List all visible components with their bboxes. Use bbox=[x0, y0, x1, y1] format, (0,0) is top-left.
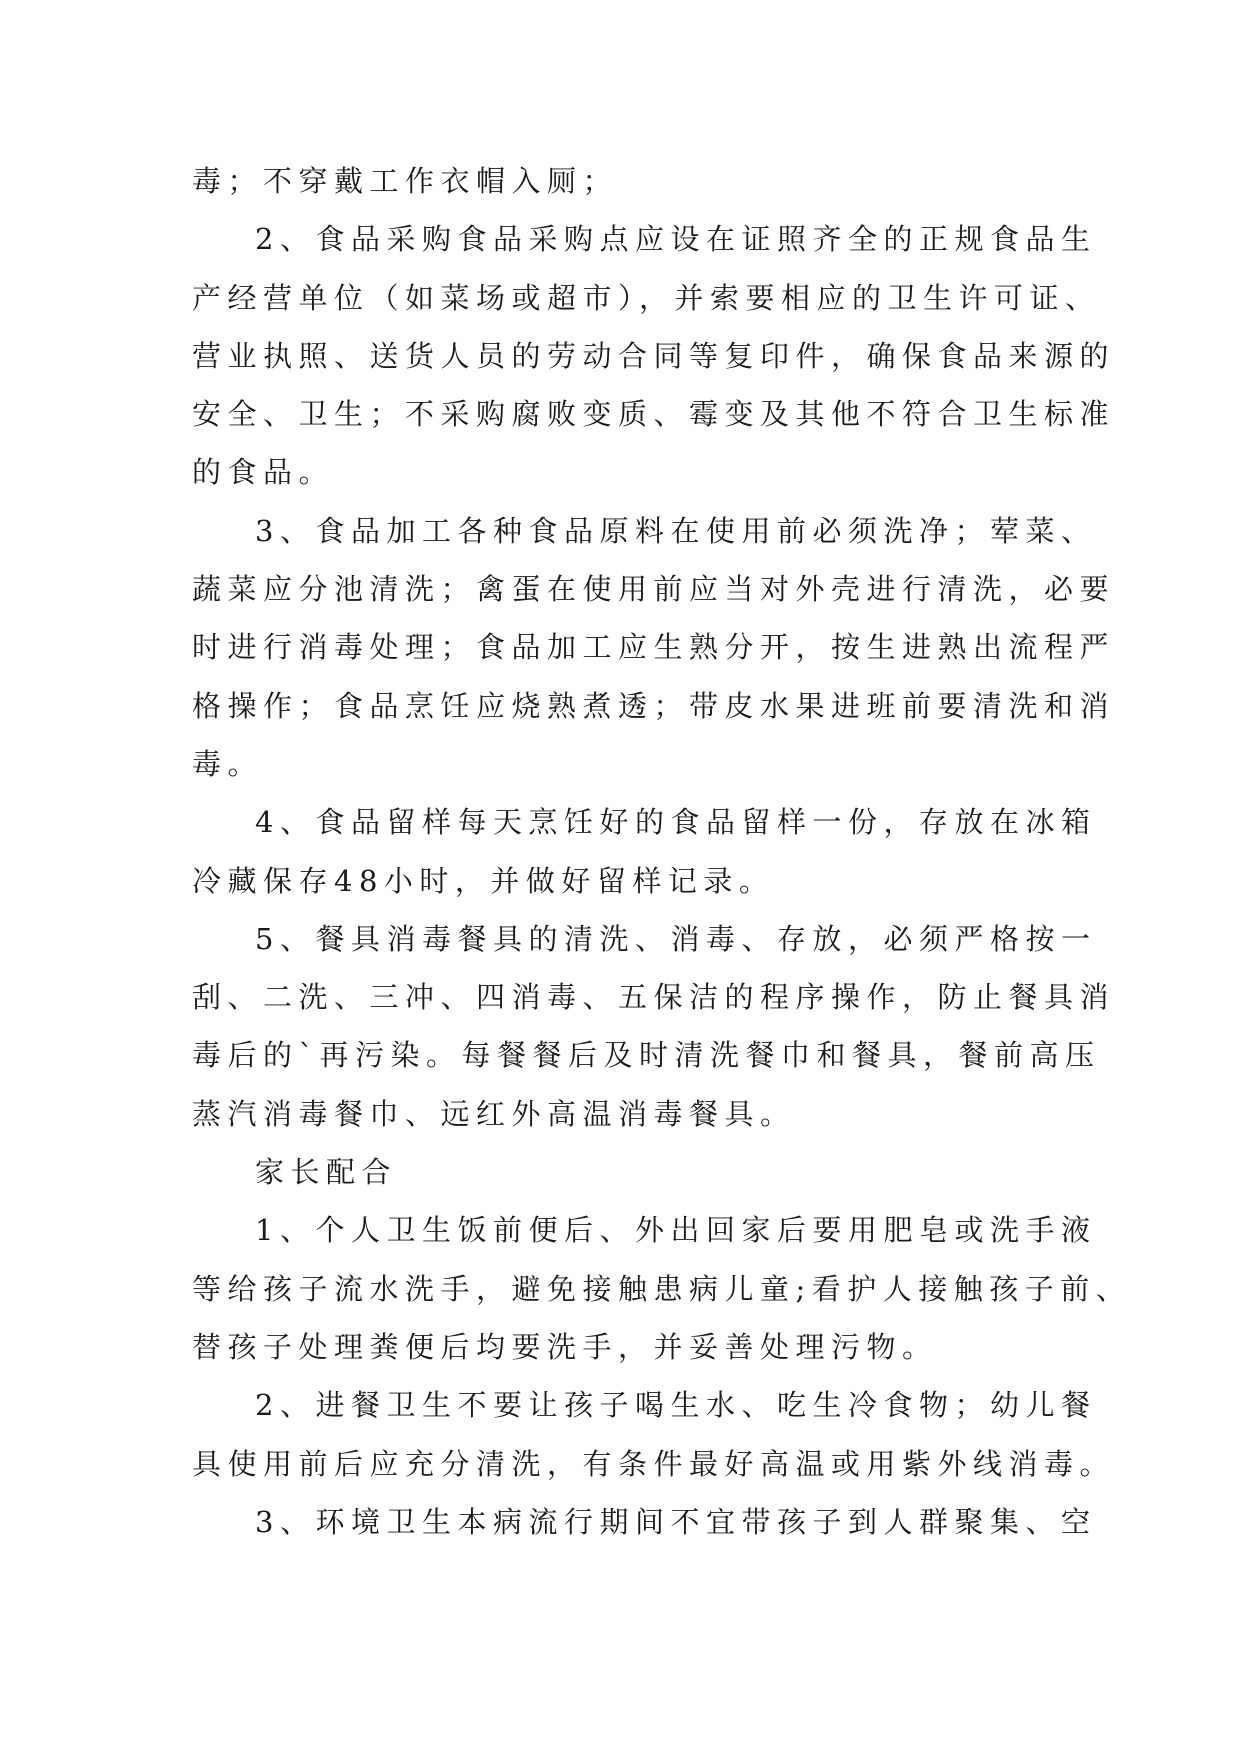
text-line: 毒后的`再污染。每餐餐后及时清洗餐巾和餐具，餐前高压 bbox=[192, 1038, 1101, 1073]
text-line: 2、进餐卫生不要让孩子喝生水、吃生冷食物；幼儿餐 bbox=[255, 1388, 1097, 1423]
text-line: 等给孩子流水洗手，避免接触患病儿童;看护人接触孩子前、 bbox=[192, 1271, 1132, 1306]
text-line: 安全、卫生；不采购腐败变质、霉变及其他不符合卫生标准 bbox=[192, 397, 1116, 432]
text-line: 5、餐具消毒餐具的清洗、消毒、存放，必须严格按一 bbox=[255, 921, 1097, 956]
text-line: 刮、二洗、三冲、四消毒、五保洁的程序操作，防止餐具消 bbox=[192, 980, 1116, 1015]
text-line: 1、个人卫生饭前便后、外出回家后要用肥皂或洗手液 bbox=[255, 1213, 1097, 1248]
text-line: 替孩子处理粪便后均要洗手，并妥善处理污物。 bbox=[192, 1329, 938, 1364]
text-line: 营业执照、送货人员的劳动合同等复印件，确保食品来源的 bbox=[192, 338, 1116, 373]
text-line: 3、食品加工各种食品原料在使用前必须洗净；荤菜、 bbox=[255, 513, 1097, 548]
text-line: 的食品。 bbox=[192, 455, 335, 490]
text-line: 产经营单位（如菜场或超市），并索要相应的卫生许可证、 bbox=[192, 280, 1101, 315]
text-line: 4、食品留样每天烹饪好的食品留样一份，存放在冰箱 bbox=[255, 805, 1097, 840]
text-line: 毒。 bbox=[192, 746, 264, 781]
text-line: 冷藏保存48小时，并做好留样记录。 bbox=[192, 863, 775, 898]
text-line: 时进行消毒处理；食品加工应生熟分开，按生进熟出流程严 bbox=[192, 630, 1116, 665]
document-body bbox=[192, 152, 1132, 1551]
text-line: 3、环境卫生本病流行期间不宜带孩子到人群聚集、空 bbox=[255, 1504, 1097, 1539]
text-line: 2、食品采购食品采购点应设在证照齐全的正规食品生 bbox=[255, 222, 1097, 257]
text-line: 蒸汽消毒餐巾、远红外高温消毒餐具。 bbox=[192, 1096, 796, 1131]
text-line: 具使用前后应充分清洗，有条件最好高温或用紫外线消毒。 bbox=[192, 1446, 1116, 1481]
text-line: 家长配合 bbox=[255, 1155, 398, 1190]
text-line: 毒；不穿戴工作衣帽入厕； bbox=[192, 164, 619, 198]
text-line: 格操作；食品烹饪应烧熟煮透；带皮水果进班前要清洗和消 bbox=[192, 688, 1116, 723]
text-line: 蔬菜应分池清洗；禽蛋在使用前应当对外壳进行清洗，必要 bbox=[192, 572, 1116, 607]
